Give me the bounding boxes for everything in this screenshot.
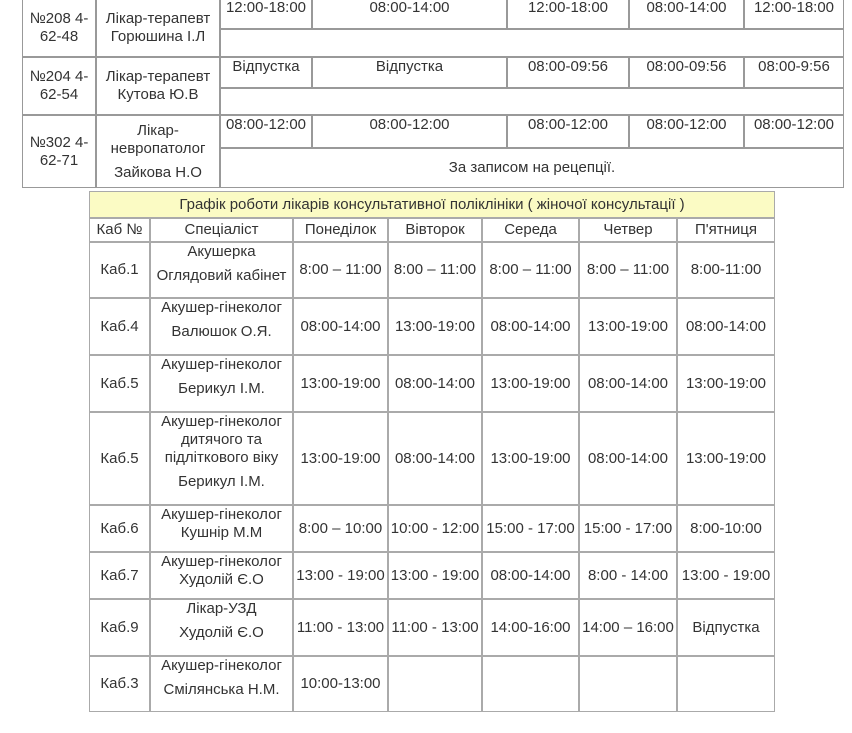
time-cell: 08:00-14:00	[293, 298, 388, 355]
time-cell: 8:00 – 11:00	[579, 242, 677, 298]
top-time-cell: 08:00-09:56	[507, 57, 629, 88]
top-time-cell: Відпустка	[220, 57, 312, 88]
room-cell: Каб.4	[89, 298, 150, 355]
top-room-cell: №208 4-62-48	[22, 0, 96, 57]
time-cell: 10:00-13:00	[293, 656, 388, 712]
time-cell: 13:00-19:00	[482, 412, 579, 505]
schedule-title: Графік роботи лікарів консультативної поліклініки ( жіночої консультації )	[89, 191, 775, 218]
table-row	[89, 599, 775, 656]
table-row	[89, 552, 775, 599]
time-cell: 13:00-19:00	[293, 355, 388, 412]
table-row	[89, 242, 775, 298]
specialist-cell: Акушер-гінеколог Смілянська Н.М.	[150, 656, 293, 712]
time-cell: 15:00 - 17:00	[579, 505, 677, 552]
top-time-cell: 08:00-9:56	[744, 57, 844, 88]
room-cell: Каб.3	[89, 656, 150, 712]
specialist-cell: Лікар-УЗД Худолій Є.О	[150, 599, 293, 656]
time-cell: 10:00 - 12:00	[388, 505, 482, 552]
time-cell: 8:00 – 11:00	[482, 242, 579, 298]
top-time-cell: 12:00-18:00	[220, 0, 312, 29]
top-specialist-cell: Лікар-невропатолог Зайкова Н.О	[96, 115, 220, 188]
time-cell: 13:00-19:00	[677, 412, 775, 505]
time-cell: 13:00-19:00	[677, 355, 775, 412]
top-room-cell: №302 4-62-71	[22, 115, 96, 188]
top-time-cell: 12:00-18:00	[507, 0, 629, 29]
consultation-schedule-table	[89, 191, 775, 712]
table-row	[89, 412, 775, 505]
time-cell: 14:00 – 16:00	[579, 599, 677, 656]
time-cell: 15:00 - 17:00	[482, 505, 579, 552]
time-cell: 13:00 - 19:00	[677, 552, 775, 599]
time-cell: 08:00-14:00	[388, 412, 482, 505]
specialist-cell: Акушер-гінеколог дитячого та підліткового віку Берикул І.М.	[150, 412, 293, 505]
table-row	[89, 505, 775, 552]
time-cell	[388, 656, 482, 712]
top-time-cell: 08:00-12:00	[312, 115, 507, 148]
table-row	[89, 355, 775, 412]
table-row	[89, 656, 775, 712]
room-cell: Каб.5	[89, 355, 150, 412]
time-cell	[677, 656, 775, 712]
time-cell: 13:00 - 19:00	[293, 552, 388, 599]
time-cell: 08:00-14:00	[482, 552, 579, 599]
table-row	[89, 298, 775, 355]
top-note-cell: За записом на рецепції.	[220, 148, 844, 188]
time-cell: 08:00-14:00	[482, 298, 579, 355]
time-cell: 13:00-19:00	[482, 355, 579, 412]
top-time-cell: Відпустка	[312, 57, 507, 88]
top-time-cell: 08:00-12:00	[744, 115, 844, 148]
time-cell: 8:00-10:00	[677, 505, 775, 552]
top-note-cell	[220, 29, 844, 57]
room-cell: Каб.9	[89, 599, 150, 656]
header-friday: П'ятниця	[677, 218, 775, 242]
time-cell: 13:00 - 19:00	[388, 552, 482, 599]
top-time-cell: 08:00-09:56	[629, 57, 744, 88]
top-specialist-cell: Лікар-терапевт Кутова Ю.В	[96, 57, 220, 115]
header-wednesday: Середа	[482, 218, 579, 242]
top-time-cell: 12:00-18:00	[744, 0, 844, 29]
header-room: Каб №	[89, 218, 150, 242]
time-cell: 13:00-19:00	[579, 298, 677, 355]
time-cell	[579, 656, 677, 712]
time-cell: 8:00 - 14:00	[579, 552, 677, 599]
room-cell: Каб.7	[89, 552, 150, 599]
time-cell: 11:00 - 13:00	[388, 599, 482, 656]
top-time-cell: 08:00-14:00	[629, 0, 744, 29]
time-cell: 8:00 – 10:00	[293, 505, 388, 552]
time-cell: 11:00 - 13:00	[293, 599, 388, 656]
time-cell: 13:00-19:00	[293, 412, 388, 505]
time-cell: 8:00 – 11:00	[388, 242, 482, 298]
room-cell: Каб.6	[89, 505, 150, 552]
top-room-cell: №204 4-62-54	[22, 57, 96, 115]
specialist-cell: Акушер-гінеколог Худолій Є.О	[150, 552, 293, 599]
time-cell: 13:00-19:00	[388, 298, 482, 355]
specialist-cell: Акушерка Оглядовий кабінет	[150, 242, 293, 298]
time-cell: 8:00 – 11:00	[293, 242, 388, 298]
header-monday: Понеділок	[293, 218, 388, 242]
top-specialist-cell: Лікар-терапевт Горюшина І.Л	[96, 0, 220, 57]
time-cell: 08:00-14:00	[677, 298, 775, 355]
header-thursday: Четвер	[579, 218, 677, 242]
header-row	[89, 218, 775, 242]
time-cell: 14:00-16:00	[482, 599, 579, 656]
room-cell: Каб.1	[89, 242, 150, 298]
time-cell: 08:00-14:00	[388, 355, 482, 412]
header-specialist: Спеціаліст	[150, 218, 293, 242]
specialist-cell: Акушер-гінеколог Кушнір М.М	[150, 505, 293, 552]
top-time-cell: 08:00-12:00	[220, 115, 312, 148]
time-cell: Відпустка	[677, 599, 775, 656]
room-cell: Каб.5	[89, 412, 150, 505]
time-cell: 08:00-14:00	[579, 355, 677, 412]
time-cell: 8:00-11:00	[677, 242, 775, 298]
top-time-cell: 08:00-14:00	[312, 0, 507, 29]
top-time-cell: 08:00-12:00	[629, 115, 744, 148]
top-schedule-table	[22, 0, 844, 188]
header-tuesday: Вівторок	[388, 218, 482, 242]
top-time-cell: 08:00-12:00	[507, 115, 629, 148]
top-note-cell	[220, 88, 844, 115]
time-cell	[482, 656, 579, 712]
specialist-cell: Акушер-гінеколог Валюшок О.Я.	[150, 298, 293, 355]
time-cell: 08:00-14:00	[579, 412, 677, 505]
specialist-cell: Акушер-гінеколог Берикул І.М.	[150, 355, 293, 412]
